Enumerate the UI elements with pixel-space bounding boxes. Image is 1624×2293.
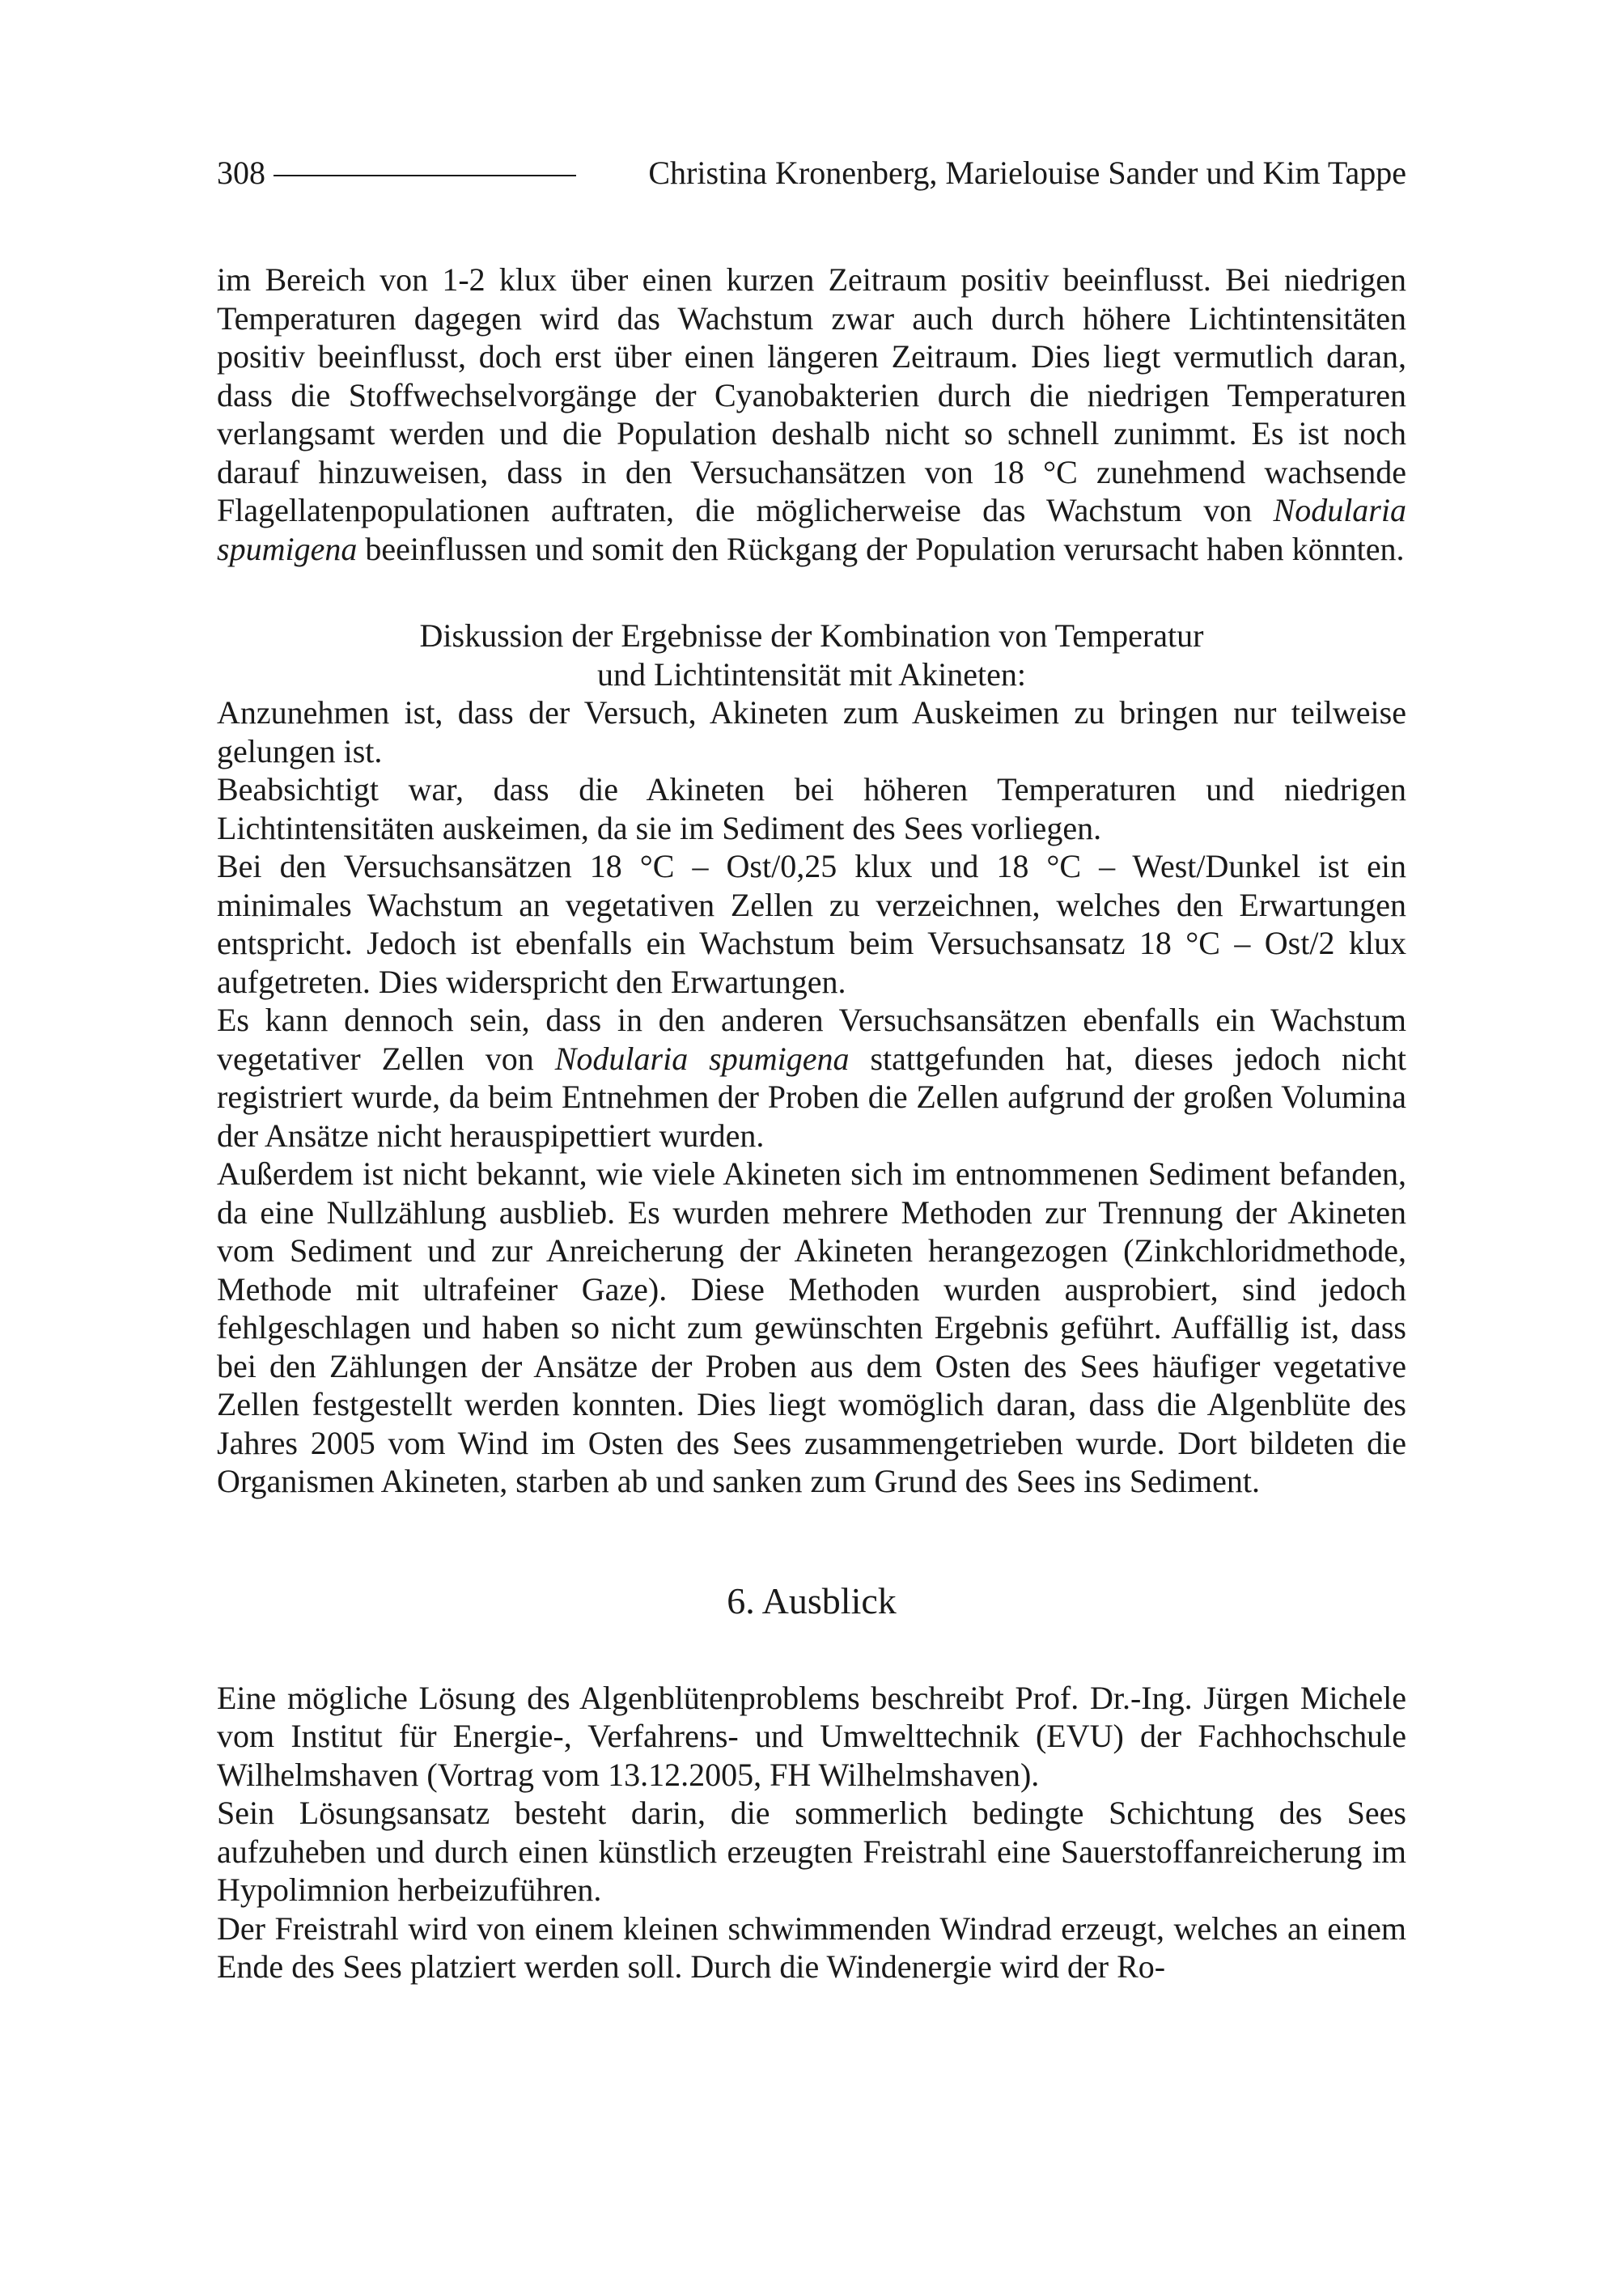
running-header-authors: Christina Kronenberg, Marielouise Sander und Kim Tappe bbox=[648, 155, 1406, 191]
discussion-heading bbox=[217, 617, 1406, 693]
intro-text-1: im Bereich von 1-2 klux über einen kurzen Zeitraum positiv beeinflusst. Bei niedrigen Temperaturen dagegen wird das Wachstum zwar auch durch höhere Lichtintensitäten positiv beeinflusst, doch erst über einen längeren Zeitraum. Dies liegt vermutlich daran, dass die Stoffwechselvorgänge der Cyanobakterien durch die niedrigen Temperaturen verlangsamt werden und die Population deshalb nicht so schnell zunimmt. Es ist noch darauf hinzuweisen, dass in den Versuchansätzen von 18 °C zunehmend wachsende Flagellatenpopulationen auftraten, die möglicherweise das Wachstum von bbox=[217, 261, 1406, 528]
outlook-paragraph-3: Der Freistrahl wird von einem kleinen schwimmenden Windrad erzeugt, welches an einem Ende des Sees platziert werden soll. Durch die Windenergie wird der Ro- bbox=[217, 1909, 1406, 1985]
discussion-paragraph-1: Anzunehmen ist, dass der Versuch, Akineten zum Auskeimen zu bringen nur teilweise gelungen ist. bbox=[217, 694, 1406, 769]
page-number: 308 bbox=[217, 155, 265, 191]
intro-paragraph bbox=[217, 261, 1406, 568]
discussion-paragraph-5: Außerdem ist nicht bekannt, wie viele Akineten sich im entnommenen Sediment befanden, da eine Nullzählung ausblieb. Es wurden mehrere Methoden zur Trennung der Akineten vom Sediment und zur Anreicherung der Akineten herangezogen (Zinkchloridmethode, Methode mit ultrafeiner Gaze). Diese Methoden wurden ausprobiert, sind jedoch fehlgeschlagen und haben so nicht zum gewünschten Ergebnis geführt. Auffällig ist, dass bei den Zählungen der Ansätze der Proben aus dem Osten des Sees häufiger vegetative Zellen festgestellt werden konnten. Dies liegt womöglich daran, dass die Algenblüte des Jahres 2005 vom Wind im Osten des Sees zusammengetrieben wurde. Dort bildeten die Organismen Akineten, starben ab und sanken zum Grund des Sees ins Sediment. bbox=[217, 1155, 1406, 1499]
discussion-paragraph-3: Bei den Versuchsansätzen 18 °C – Ost/0,25 klux und 18 °C – West/Dunkel ist ein minimales Wachstum an vegetativen Zellen zu verzeichnen, welches den Erwartungen entspricht. Jedoch ist ebenfalls ein Wachstum beim Versuchsansatz 18 °C – Ost/2 klux aufgetreten. Dies widerspricht den Erwartungen. bbox=[217, 848, 1406, 1000]
discussion-paragraph-4 bbox=[217, 1001, 1406, 1155]
discussion-p4-text-2: stattgefunden hat, dieses jedoch nicht registriert wurde, da beim Entnehmen der Proben die Zellen aufgrund der großen Volumina der Ansätze nicht herauspipettiert wurden. bbox=[217, 1040, 1407, 1154]
section-title: 6. Ausblick bbox=[727, 1579, 897, 1621]
outlook-paragraph-1: Eine mögliche Lösung des Algenblütenproblems beschreibt Prof. Dr.-Ing. Jürgen Michele vom Institut für Energie-, Verfahrens- und Umwelttechnik (EVU) der Fachhochschule Wilhelmshaven (Vortrag vom 13.12.2005, FH Wilhelmshaven). bbox=[217, 1679, 1406, 1793]
discussion-p4-text-1: Es kann dennoch sein, dass in den anderen Versuchsansätzen ebenfalls ein Wachstum vegetativer Zellen von bbox=[217, 1002, 1406, 1077]
intro-text-2: beeinflussen und somit den Rückgang der Population verursacht haben könnten. bbox=[357, 530, 1405, 567]
page bbox=[217, 154, 1406, 1986]
discussion-heading-line-2: und Lichtintensität mit Akineten: bbox=[597, 655, 1026, 693]
header-rule bbox=[273, 175, 576, 176]
species-name: Nodularia spumigena bbox=[217, 492, 1406, 567]
outlook-paragraph-2: Sein Lösungsansatz besteht darin, die sommerlich bedingte Schichtung des Sees aufzuheben und durch einen künstlich erzeugten Freistrahl eine Sauerstoffanreicherung im Hypolimnion herbeizuführen. bbox=[217, 1795, 1406, 1908]
discussion-paragraph-2: Beabsichtigt war, dass die Akineten bei höheren Temperaturen und niedrigen Lichtintensitäten auskeimen, da sie im Sediment des Sees vorliegen. bbox=[217, 771, 1406, 846]
discussion-heading-line-1: Diskussion der Ergebnisse der Kombination von Temperatur bbox=[419, 617, 1204, 654]
running-header bbox=[217, 154, 1406, 193]
species-name: Nodularia spumigena bbox=[554, 1040, 850, 1077]
